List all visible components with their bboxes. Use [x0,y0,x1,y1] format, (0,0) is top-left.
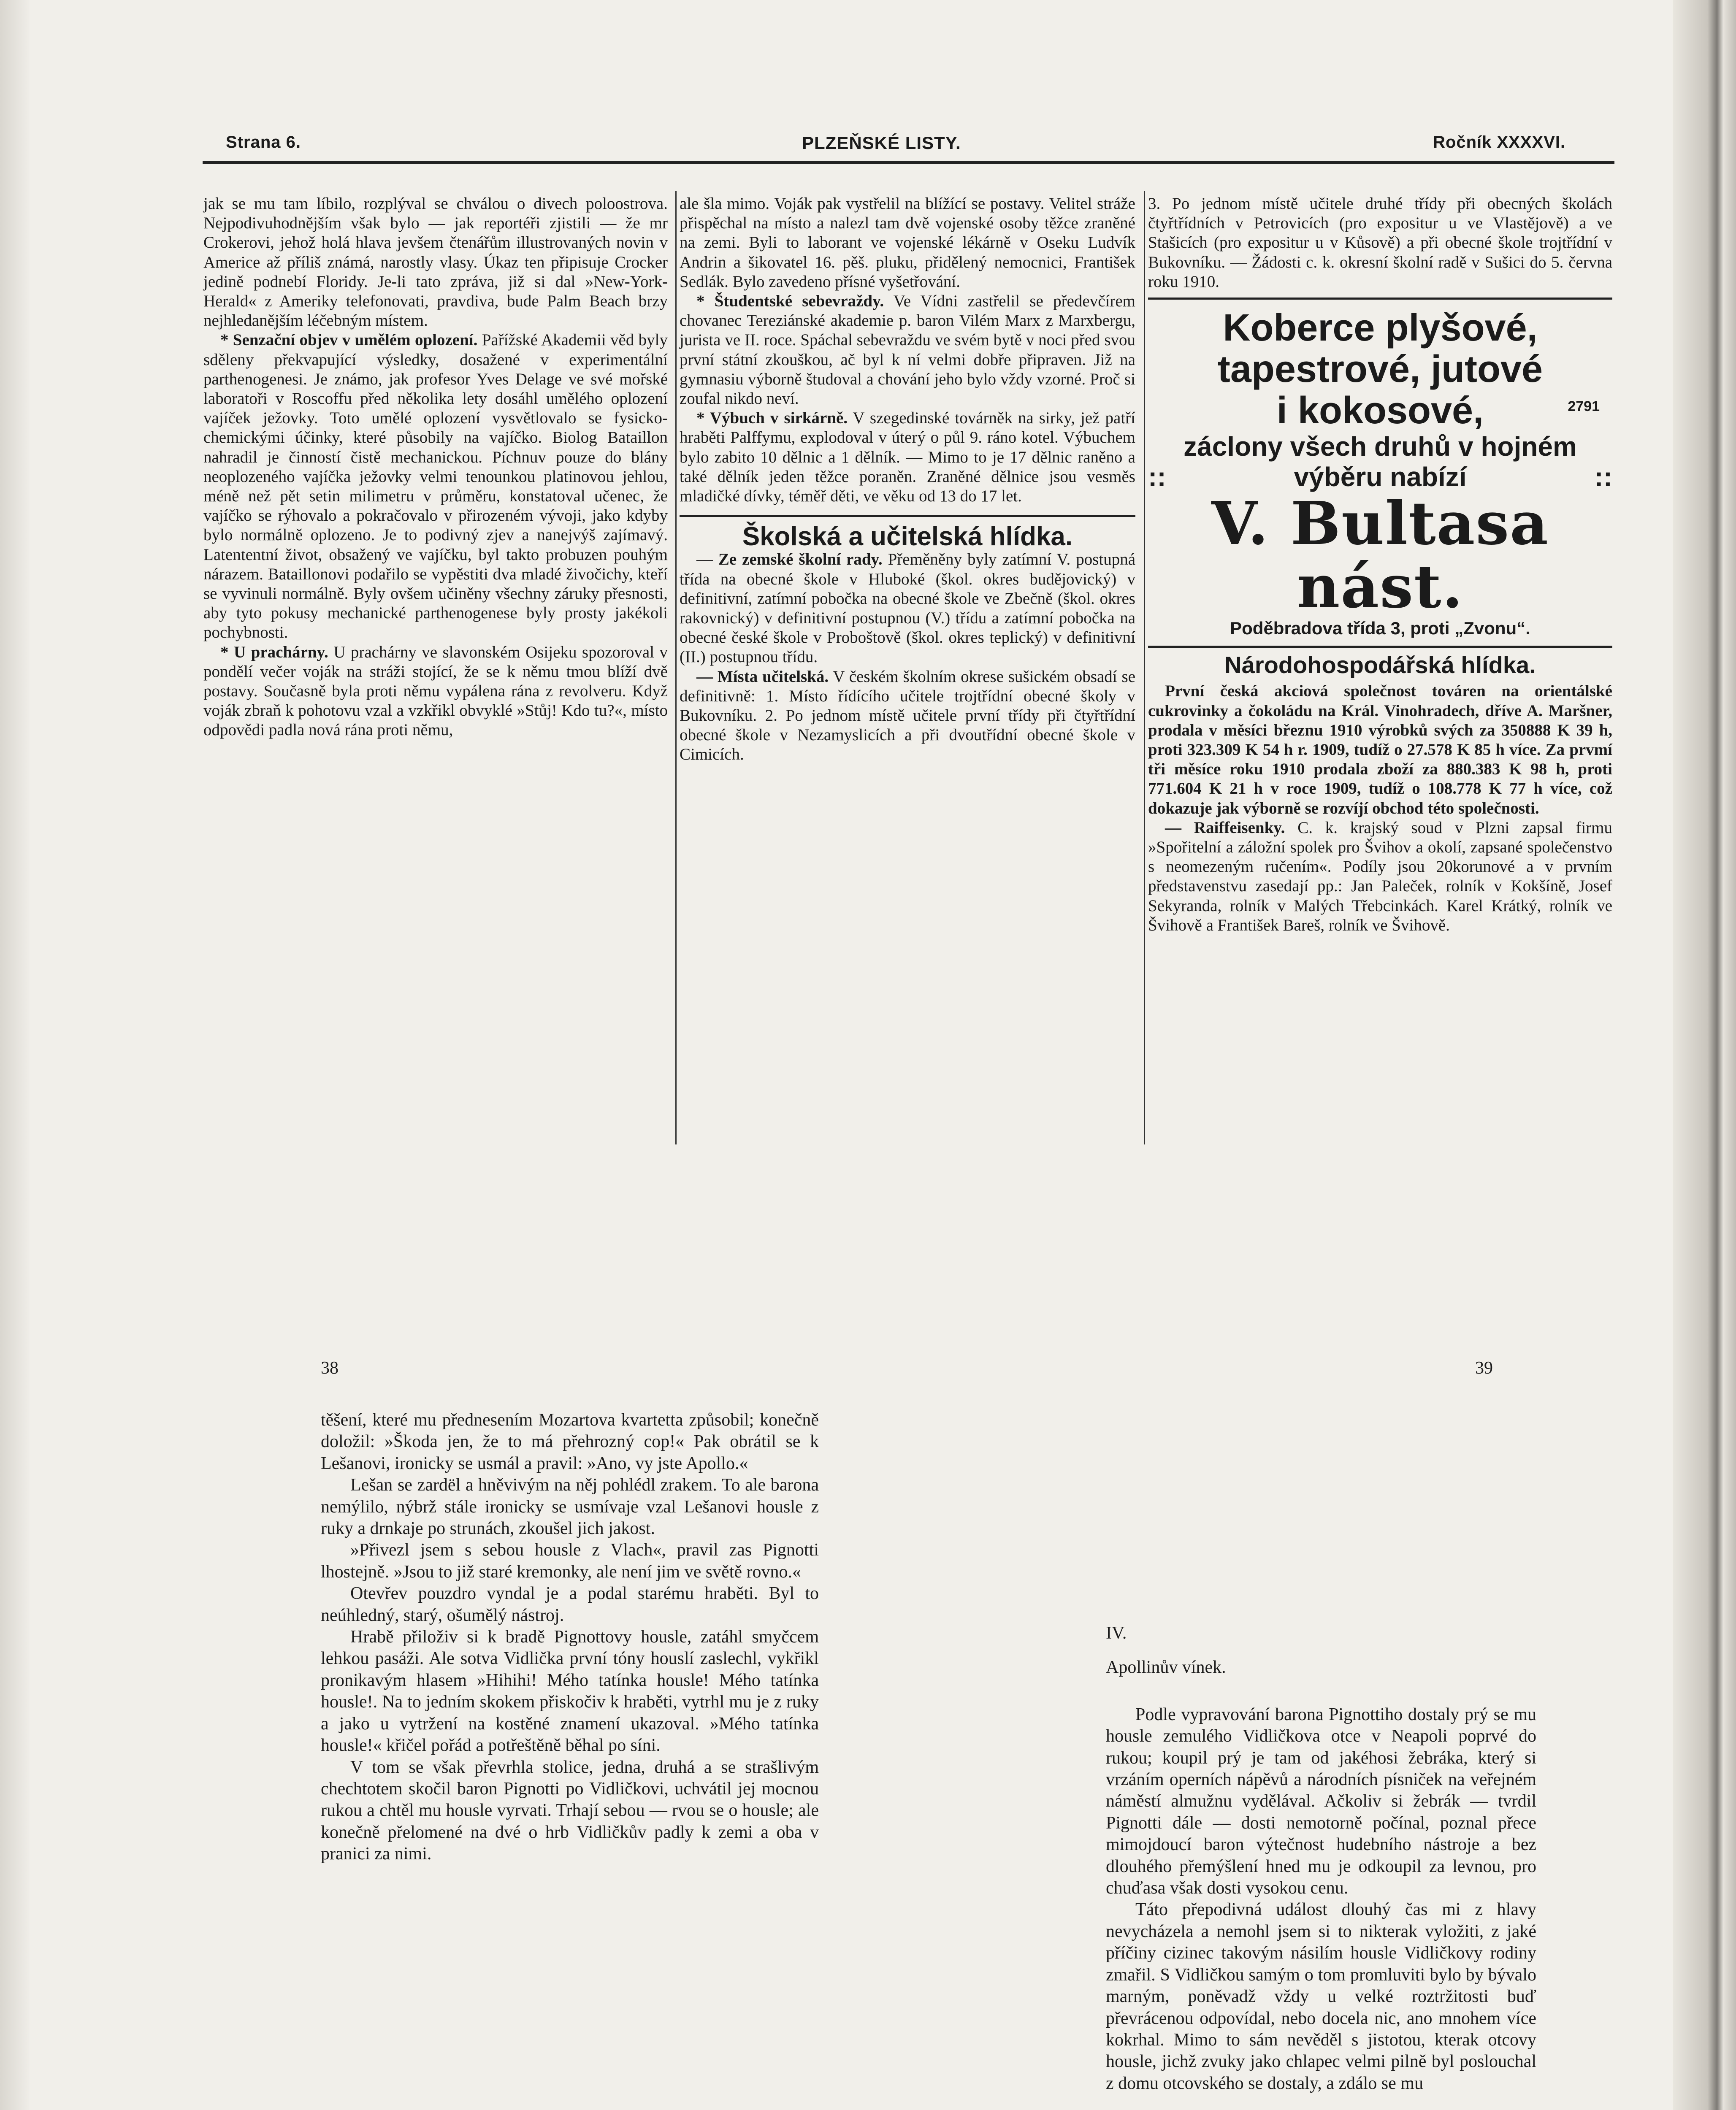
article-heading: — Místa učitelská. [696,667,829,686]
article-body: V szegedinské továrněk na sirky, jež patří hraběti Palffymu, explodoval v úterý o půl 9. ráno kotel. Výbuchem bylo zabito 10 dělnic a 1 dělník. — Mimo to je 17 dělnic raněno a také dělník jeden těžce poraněn. Zraněné dělnice jsou vesměs mladičké dívky, téměř děti, ve věku od 13 do 17 let. [680,409,1135,506]
article-body: U prachárny ve slavonském Osijeku spozoroval v pondělí večer voják na stráži stojící, že se k němu tmou blíží dvě postavy. Současně byla proti němu vypálena rána z revolveru. Když voják zbraň k pohotovu vzal a vzkřikl obvyklé »Stůj! Kdo tu?«, místo odpovědi padla nová rána proti němu, [203,643,668,739]
section-title-narodohospodarska: Národohospodářská hlídka. [1224,652,1536,679]
ad-number: 2791 [1568,398,1600,415]
ad-line-text: výběru nabízí [1294,462,1467,492]
article-heading: * Študentské sebevraždy. [696,292,884,311]
chapter-number: IV. [1106,1623,1127,1643]
ad-firm-name: V. Bultasa nást. [1211,489,1549,622]
article-prachara-continued: ale šla mimo. Voják pak vystřelil na blížící se postavy. Velitel stráže přispěchal na místo a nalezl tam dvě vojenské osoby těžce zraněné na zemi. Byli to laborant ve vojenské lékárně v Oseku Ludvík Andrin a šikovatel 16. pěš. pluku, přidělený nemocnici, František Sedlák. Bylo zavedeno přísné vyšetřování. [680,195,1135,291]
article-heading: — Raiffeisenky. [1165,818,1285,837]
header-rule [203,161,1614,164]
ad-line-kokosove [1148,390,1612,431]
book-paragraph: Hrabě přiloživ si k bradě Pignottovy housle, zatáhl smyčcem lehkou pasáži. Ale sotva Vidlička první tóny houslí zaslechl, vykřikl pronikavým hlasem »Hihihi! Mého tatínka housle! Mého tatínka housle!. Na to jedním skokem přiskočiv k hraběti, vytrhl mu je z ruky a jako u vytržení na kostěné znamení ukazoval. »Mého tatínka housle!« křičel pořád a potřeštěně běhal po síni. [321,1627,819,1756]
article-body: C. k. krajský soud v Plzni zapsal firmu »Spořitelní a záložní spolek pro Švihov a okolí, zapsané společenstvo s neomezeným ručením«. Podíly jsou 20korunové a v prvním představenstvu zasedají pp.: Jan Paleček, rolník v Kokšíně, Josef Sekyranda, rolník v Malých Třebcinkách. Karel Krátký, rolník ve Švihově a František Bareš, rolník ve Švihově. [1148,818,1613,934]
masthead-title: PLZEŇSKÉ LISTY. [802,133,961,153]
article-floridy: jak se mu tam líbilo, rozplýval se chválou o divech poloostrova. Nejpodivuhodnějším však bylo — jak reportéři zjistili — že mr Crokerovi, jehož holá hlava jevšem čtenářům illustrovaných novin v Americe až příliš známá, narostly vlasy. Úkaz ten připisuje Crocker jedině podnebí Floridy. Je-li tato zpráva, již si dal »New-York-Herald« z Ameriky telefonovati, pravdiva, bude Palm Beach brzy nejhledanějším léčebným místem. [203,195,668,330]
book-paragraph: Otevřev pouzdro vyndal je a podal starému hraběti. Byl to neúhledný, starý, ošumělý nástroj. [321,1584,819,1625]
ad-ornament: :: [1148,462,1166,492]
chapter-title: Apollinův vínek. [1106,1658,1226,1677]
article-heading: * Výbuch v sirkárně. [696,409,848,427]
article-body: Přeměněny byly zatímní V. postupná třída na obecné škole v Hluboké (škol. okres budějovický) v definitivní, zatímní pobočka na obecné škole ve Zbečně (škol. okres rakovnický) v definitivní postupnou (V.) třídu a zatímní pobočka na obecné české škole v Proboštově (škol. okres teplický) v definitivní (II.) postupnou třídu. [680,550,1136,666]
article-mista-ucitelska [680,667,1135,765]
book-paragraph: těšení, které mu přednesením Mozartova kvartetta způsobil; konečně doložil: »Škoda jen, že to má přehrozný cop!« Pak obrátil se k Lešanovi, ironicky se usmál a pravil: »Ano, vy jste Apollo.« [321,1410,819,1473]
article-heading: * U prachárny. [220,643,328,661]
ad-address: Poděbradova třída 3, proti „Zvonu“. [1230,618,1530,638]
column-divider [675,191,677,1144]
article-body: Pařížské Akademii věd byly sděleny překvapující výsledky, dosažené v experimentální parthenogenesi. Je známo, jak profesor Yves Delage ve své mořské laboratoři v Roscoffu před několika lety dosáhl umělého oplození vajíček ježovky. Toto umělé oplození vysvětlovalo se fysicko-chemickými účinky, které působily na vajíčko. Biolog Bataillon nahradil je činností čistě mechanickou. Píchnuv pouze do blány neoplozeného vajíčka ježovky velmi tenounkou platinovou jehlou, méně než pět setin milimetru v průměru, konstatoval učenec, že vajíčko se rýhovalo a pokračovalo v přirozeném vývoji, jako kdyby bylo normálně oplozeno. Je to podivný zjev a nanejvýš zajímavý. Latententní život, obsažený ve vajíčku, byl takto probuzen pouhým nárazem. Bataillonovi podařilo se vypěstiti dva mladé živočichy, kteří se vyvinuli normálně. Byly ovšem učiněny všechny záruky přesnosti, aby tyto pokusy mechanické parthenogenese byly prosty jakékoli pochybnosti. [203,331,668,642]
article-mista-continued: 3. Po jednom místě učitele druhé třídy při obecných školách čtyřtřídních v Petrovicích (pro expositur u ve Vlastějově) a ve Stašicích (pro expositur u v Kůsově) a při obecné škole trojtřídní v Bukovníku. — Žádosti c. k. okresní školní radě v Sušici do 5. června roku 1910. [1148,195,1612,291]
ad-line-zaclony: záclony všech druhů v hojném [1184,431,1577,462]
article-sebevrazdy [680,292,1135,408]
advertisement-koberce [1148,307,1612,638]
book-page-right [1106,1623,1536,2094]
news-column-3 [1148,194,1612,935]
page-label: Strana 6. [226,133,301,151]
section-rule [680,515,1135,517]
book-paragraph: Podle vypravování barona Pignottiho dostaly prý se mu housle zemulého Vidličkova otce v Neapoli poprvé do rukou; koupil prý je tam od jakéhosi žebráka, který si vrzáním operních nápěvů a národních písniček na veřejném náměstí almužnu vydělával. Ačkoliv si žebrák — tvrdil Pignotti dále — dosti nemotorně počínal, poznal přece mimojdoucí baron výtečnost hudebního nástroje a bez dlouhého přemýšlení hned mu je odkoupil za levnou, pro chuďasa však dosti vysokou cenu. [1106,1704,1536,1898]
article-raiffeisenky [1148,818,1612,935]
ad-line-vyberu [1148,462,1612,492]
volume-label: Ročník XXXXVI. [1433,133,1566,151]
ad-line-tapestrove: tapestrové, jutové [1217,348,1543,391]
article-body: Ve Vídni zastřelil se předevčírem chovanec Tereziánské akademie p. baron Vilém Marx z Marxbergu, jurista ve II. roce. Spáchal sebevraždu ve svém bytě v noci před svou první státní zkouškou, ač byl k ní velmi dobře připraven. Již na gymnasiu výborně študoval a chování jeho bylo vždy vzorné. Proč si zoufal nikdo neví. [680,292,1136,408]
news-column-1 [203,194,668,740]
news-column-2 [680,194,1135,765]
ad-line-koberce: Koberce plyšové, [1223,307,1538,349]
column-divider [1144,191,1145,1144]
section-title-skolska: Školská a učitelská hlídka. [742,522,1073,552]
ad-ornament: :: [1594,462,1612,492]
article-oplozeni [203,330,668,642]
book-page-left [321,1409,819,1865]
book-paragraph: »Přivezl jsem s sebou housle z Vlach«, pravil zas Pignotti lhostejně. »Jsou to již staré kremonky, ale není jim ve světě rovno.« [321,1540,819,1582]
article-vybuch [680,408,1135,506]
book-paragraph: Lešan se zardël a hněvivým na něj pohlédl zrakem. To ale barona nemýlilo, nýbrž stále ironicky se usmívaje vzal Lešanovi housle z ruky a drnkaje po strunách, zkoušel jich jakost. [321,1475,819,1539]
article-heading: — Ze zemské školní rady. [696,550,883,569]
article-body: V českém školním okrese sušickém obsadí se definitivně: 1. Místo řídícího učitele trojtřídní obecné školy v Bukovníku. 2. Po jednom místě učitele první třídy při čtyřtřídní obecné škole v Nezamyslicích a při dvoutřídní obecné škole v Cimicích. [680,667,1135,764]
book-page-number-right: 39 [1475,1358,1493,1378]
article-heading: * Senzační objev v umělém oplození. [220,331,478,349]
ad-line-text: i kokosové, [1276,390,1484,432]
article-zemska-rada [680,550,1135,667]
article-cukrovinky: První česká akciová společnost továren na orientálské cukrovinky a čokoládu na Král. Vinohradech, dříve A. Maršner, prodala v měsíci březnu 1910 výrobků svých za 350888 K 39 h, proti 323.309 K 54 h r. 1909, tudíž o 27.578 K 85 h více. Za prvmí tři měsíce roku 1910 prodala zboží za 880.383 K 98 h, proti 771.604 K 21 h v roce 1909, tudíž o 108.778 K 77 h více, což dokazuje jak výborně se rozvíjí obchod této společnosti. [1148,682,1612,817]
book-paragraph: Táto přepodivná událost dlouhý čas mi z hlavy nevycházela a nemohl jsem si to nikterak vyložiti, z jaké příčiny cizinec takovým násilím housle Vidličkovy rodiny zmařil. S Vidličkou samým o tom promluviti bylo by bývalo marným, poněvadž vždy u velké roztržitosti buď převrácenou odpovídal, nebo docela nic, ano mnohem více kokrhal. Mimo to sám nevěděl s jistotou, kterak otcovy housle, jichž zvuky jako chlapec velmi pilně byl poslouchal z domu otcovského se dostaly, a zdálo se mu [1106,1900,1536,2093]
ad-rule-top [1148,298,1612,300]
article-prachara [203,643,668,740]
book-page-number-left: 38 [321,1358,339,1378]
ad-rule-bottom [1148,646,1612,648]
book-paragraph: V tom se však převrhla stolice, jedna, druhá a se strašlivým chechtotem skočil baron Pignotti po Vidličkovi, uchvátil jej mocnou rukou a chtěl mu housle vyrvati. Trhají sebou — rvou se o housle; ale konečně přelomené na dvé o hrb Vidličkův padly k zemi a oba v pranici za nimi. [321,1757,819,1864]
